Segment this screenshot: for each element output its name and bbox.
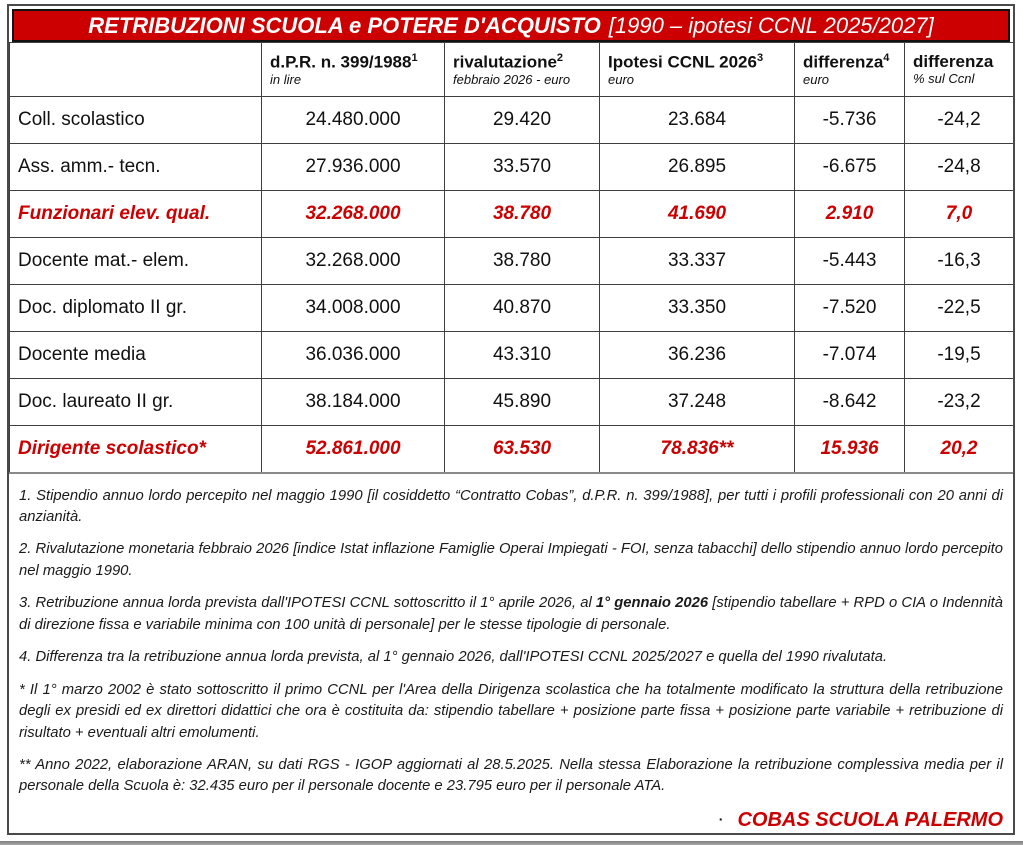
table-row xyxy=(10,144,1014,191)
document-frame xyxy=(7,4,1015,835)
cell-ipotesi: 26.895 xyxy=(600,144,795,191)
row-label: Dirigente scolastico* xyxy=(10,426,262,473)
row-label: Coll. scolastico xyxy=(10,97,262,144)
row-label: Doc. diplomato II gr. xyxy=(10,285,262,332)
cell-differenza-euro: -7.074 xyxy=(795,332,905,379)
cell-differenza-pct: -23,2 xyxy=(905,379,1014,426)
table-row xyxy=(10,332,1014,379)
page-title xyxy=(12,9,1010,42)
cell-differenza-euro: 15.936 xyxy=(795,426,905,473)
table-row xyxy=(10,238,1014,285)
table-row-highlighted xyxy=(10,191,1014,238)
page-title-main: RETRIBUZIONI SCUOLA e POTERE D'ACQUISTO xyxy=(88,12,601,38)
cell-ipotesi: 33.337 xyxy=(600,238,795,285)
column-header-dpr: d.P.R. n. 399/1988$^1$ in lire xyxy=(262,43,445,97)
column-header-empty xyxy=(10,43,262,97)
cell-dpr: 36.036.000 xyxy=(262,332,445,379)
footnote-3: 3. Retribuzione annua lorda prevista dall'IPOTESI CCNL sottoscritto il 1° aprile 2026, al 1° gennaio 2026 [stipendio tabellare + RPD o CIA o Indennità di direzione fissa e variabile minima con 100 unità di personale] per le stesse tipologie di personale. xyxy=(19,595,1003,633)
column-header-differenza-euro: differenza$^4$ euro xyxy=(795,43,905,97)
cell-ipotesi: 23.684 xyxy=(600,97,795,144)
cell-rivalutazione: 40.870 xyxy=(445,285,600,332)
cell-differenza-pct: -24,8 xyxy=(905,144,1014,191)
table-header-row xyxy=(10,43,1014,97)
cell-differenza-euro: -7.520 xyxy=(795,285,905,332)
footnote-double-asterisk: ** Anno 2022, elaborazione ARAN, su dati RGS - IGOP aggiornati al 28.5.2025. Nella stessa Elaborazione la retribuzione complessiva media per il personale della Scuola è: 32.435 euro per il personale docente e 23.795 euro per il personale ATA. xyxy=(19,757,1003,795)
cell-dpr: 38.184.000 xyxy=(262,379,445,426)
cell-ipotesi: 36.236 xyxy=(600,332,795,379)
cell-differenza-pct: -22,5 xyxy=(905,285,1014,332)
cell-differenza-euro: 2.910 xyxy=(795,191,905,238)
cell-dpr: 52.861.000 xyxy=(262,426,445,473)
cell-differenza-pct: 20,2 xyxy=(905,426,1014,473)
cell-differenza-euro: -5.736 xyxy=(795,97,905,144)
cell-dpr: 34.008.000 xyxy=(262,285,445,332)
column-header-rivalutazione: rivalutazione$^2$ febbraio 2026 - euro xyxy=(445,43,600,97)
footnote-2: 2. Rivalutazione monetaria febbraio 2026 [indice Istat inflazione Famiglie Operai Impiegati - FOI, senza tabacchi] dello stipendio annuo lordo percepito nel maggio 1990. xyxy=(19,541,1003,579)
cell-differenza-euro: -8.642 xyxy=(795,379,905,426)
window-bottom-edge xyxy=(0,841,1023,845)
cell-dpr: 32.268.000 xyxy=(262,238,445,285)
cell-rivalutazione: 45.890 xyxy=(445,379,600,426)
signature-line xyxy=(9,809,1013,835)
cell-rivalutazione: 29.420 xyxy=(445,97,600,144)
table-row xyxy=(10,379,1014,426)
salary-table xyxy=(9,42,1014,474)
cell-differenza-euro: -5.443 xyxy=(795,238,905,285)
table-row xyxy=(10,97,1014,144)
cell-ipotesi: 78.836** xyxy=(600,426,795,473)
cell-rivalutazione: 63.530 xyxy=(445,426,600,473)
cell-dpr: 24.480.000 xyxy=(262,97,445,144)
row-label: Funzionari elev. qual. xyxy=(10,191,262,238)
footnote-1: 1. Stipendio annuo lordo percepito nel maggio 1990 [il cosiddetto “Contratto Cobas”, d.P.R. n. 399/1988], per tutti i profili professionali con 20 anni di anzianità. xyxy=(19,487,1003,525)
footnotes-section xyxy=(9,476,1013,798)
cell-dpr: 27.936.000 xyxy=(262,144,445,191)
cell-ipotesi: 37.248 xyxy=(600,379,795,426)
row-label: Docente mat.- elem. xyxy=(10,238,262,285)
column-header-ipotesi-ccnl: Ipotesi CCNL 2026$^3$ euro xyxy=(600,43,795,97)
cell-dpr: 32.268.000 xyxy=(262,191,445,238)
table-row xyxy=(10,285,1014,332)
cell-rivalutazione: 43.310 xyxy=(445,332,600,379)
cell-ipotesi: 33.350 xyxy=(600,285,795,332)
cell-differenza-euro: -6.675 xyxy=(795,144,905,191)
cell-differenza-pct: -19,5 xyxy=(905,332,1014,379)
signature-text: COBAS SCUOLA PALERMO xyxy=(737,808,1003,831)
cell-differenza-pct: 7,0 xyxy=(905,191,1014,238)
row-label: Ass. amm.- tecn. xyxy=(10,144,262,191)
cell-rivalutazione: 33.570 xyxy=(445,144,600,191)
cell-rivalutazione: 38.780 xyxy=(445,238,600,285)
cell-differenza-pct: -24,2 xyxy=(905,97,1014,144)
cell-differenza-pct: -16,3 xyxy=(905,238,1014,285)
row-label: Doc. laureato II gr. xyxy=(10,379,262,426)
cell-rivalutazione: 38.780 xyxy=(445,191,600,238)
row-label: Docente media xyxy=(10,332,262,379)
cell-ipotesi: 41.690 xyxy=(600,191,795,238)
page-title-bracket: [1990 – ipotesi CCNL 2025/2027] xyxy=(608,12,934,38)
footnote-asterisk: * Il 1° marzo 2002 è stato sottoscritto il primo CCNL per l'Area della Dirigenza scolastica che ha totalmente modificato la struttura della retribuzione degli ex presidi ed ex direttori didattici che ora è costituita da: stipendio tabellare + posizione parte fissa + posizione parte variabile + retribuzione di risultato + eventuali altri emolumenti. xyxy=(19,681,1003,741)
table-row-highlighted xyxy=(10,426,1014,473)
column-header-differenza-pct: differenza % sul Ccnl xyxy=(905,43,1014,97)
footnote-4: 4. Differenza tra la retribuzione annua lorda prevista, al 1° gennaio 2026, dall'IPOTESI CCNL 2025/2027 e quella del 1990 rivalutata. xyxy=(19,649,888,666)
signature-bullet: · xyxy=(718,810,724,827)
